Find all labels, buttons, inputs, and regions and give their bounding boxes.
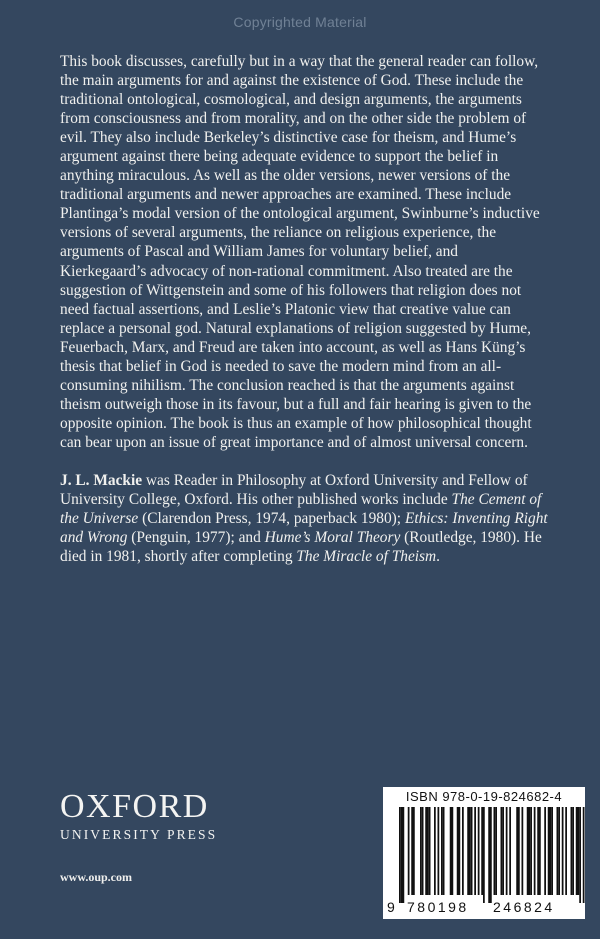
barcode-bar <box>427 807 429 895</box>
barcode-bar <box>522 807 524 895</box>
barcode-bar <box>469 807 471 895</box>
barcode-bar <box>518 807 520 895</box>
barcode-bar <box>452 807 454 895</box>
bio-text: . <box>436 548 441 566</box>
barcode-bar <box>550 807 552 895</box>
barcode-bar <box>558 807 560 895</box>
barcode-bar <box>527 807 529 895</box>
watermark: Copyrighted Material <box>233 14 367 30</box>
book-title: The Miracle of Theism <box>296 548 437 566</box>
barcode-bar <box>467 807 469 895</box>
book-description: This book discusses, carefully but in a way that the general reader can follow, the main arguments for and against the existence of God. These include the traditional ontological, cosmological, and design arguments, the arguments from consciousness and from morality, and on the other side the problem of evil. They also include Berkeley’s distinctive case for theism, and Hume’s argument against there being adequate evidence to support the belief in anything miraculous. As well as the older versions, newer versions of the traditional arguments and newer approaches are examined. These include Plantinga’s modal version of the ontological argument, Swinburne’s inductive versions of several arguments, the reliance on religious experience, the arguments of Pascal and William James for voluntary belief, and Kierkegaard’s advocacy of non-rational commitment. Also treated are the suggestion of Wittgenstein and some of his followers that religion does not need factual assertions, and Leslie’s Platonic view that creative value can replace a personal god. Natural explanations of religion suggested by Hume, Feuerbach, Marx, and Freud are taken into account, as well as Hans Küng’s thesis that belief in God is needed to save the modern mind from an all-consuming nihilism. The conclusion reached is that the arguments against theism outweigh those in its favour, but a full and fair hearing is given to the opposite opinion. The book is thus an example of how philosophical thought can bear upon an issue of great importance and of almost universal concern. <box>60 53 540 451</box>
barcode-bar <box>434 807 436 895</box>
barcode-bar <box>565 807 567 895</box>
barcode-bar <box>557 807 559 895</box>
barcode-bar <box>438 807 440 895</box>
barcode-bar <box>495 807 497 895</box>
author-bio <box>60 471 550 566</box>
publisher-url[interactable]: www.oup.com <box>60 870 133 884</box>
barcode-bar <box>534 807 536 895</box>
barcode-bar <box>401 807 403 903</box>
barcode-bar <box>471 807 473 895</box>
barcode-first-digit: 9 <box>387 899 395 915</box>
book-title: Ethics: Inventing Right and Wrong <box>60 510 548 547</box>
barcode-left-digits: 780198 <box>407 899 469 915</box>
barcode-bar <box>403 807 405 903</box>
bio-text: was Reader in Philosophy at Oxford University and Fellow of University College, Oxford. His other published works include <box>60 472 528 509</box>
barcode-bar <box>578 807 580 895</box>
publisher-name: OXFORD <box>60 788 209 825</box>
barcode-bar <box>537 807 539 895</box>
barcode-bar <box>544 807 546 895</box>
barcode-bar <box>474 807 476 895</box>
barcode-bar <box>583 807 585 903</box>
barcode-bar <box>459 807 461 895</box>
barcode-bar <box>457 807 459 895</box>
barcode-bar <box>551 807 553 895</box>
bio-text: (Penguin, 1977); and <box>127 529 265 547</box>
isbn-label: ISBN 978-0-19-824682-4 <box>405 789 563 804</box>
barcode-bar <box>548 807 550 895</box>
barcode-bar <box>501 807 503 895</box>
barcode-bar <box>413 807 415 895</box>
publisher-subtitle: UNIVERSITY PRESS <box>60 827 218 842</box>
barcode-bar <box>502 807 504 895</box>
barcode-bar <box>450 807 452 895</box>
barcode-bar <box>530 807 532 895</box>
barcode-bar <box>411 807 413 895</box>
barcode-bar <box>399 807 401 903</box>
book-title: Hume’s Moral Theory <box>264 529 401 547</box>
bio-text: (Routledge, 1980). He died in 1981, shortly after completing <box>60 529 542 566</box>
barcode-bar <box>488 807 490 903</box>
author-name: J. L. Mackie <box>60 472 143 489</box>
barcode-bar <box>462 807 464 895</box>
barcode <box>383 787 585 919</box>
barcode-bar <box>572 807 574 895</box>
barcode-bar <box>516 807 518 895</box>
barcode-bar <box>441 807 443 895</box>
barcode-bar <box>562 807 564 895</box>
barcode-bar <box>494 807 496 895</box>
barcode-bar <box>425 807 427 895</box>
barcode-bar <box>579 807 581 903</box>
barcode-bar <box>490 807 492 903</box>
barcode-bar <box>483 807 485 903</box>
barcode-bar <box>509 807 511 895</box>
barcode-bar <box>443 807 445 895</box>
barcode-bar <box>506 807 508 895</box>
barcode-bar <box>478 807 480 895</box>
book-title: The Cement of the Universe <box>60 491 542 528</box>
barcode-bar <box>481 807 483 895</box>
barcode-right-digits: 246824 <box>493 899 555 915</box>
barcode-bar <box>420 807 422 895</box>
barcode-bar <box>408 807 410 895</box>
barcode-bar <box>429 807 431 895</box>
bio-text: (Clarendon Press, 1974, paperback 1980); <box>138 510 405 528</box>
barcode-bar <box>571 807 573 895</box>
barcode-bar <box>529 807 531 895</box>
barcode-bar <box>576 807 578 895</box>
publisher-logo <box>60 790 217 844</box>
barcode-bar <box>539 807 541 895</box>
barcode-bar <box>422 807 424 895</box>
